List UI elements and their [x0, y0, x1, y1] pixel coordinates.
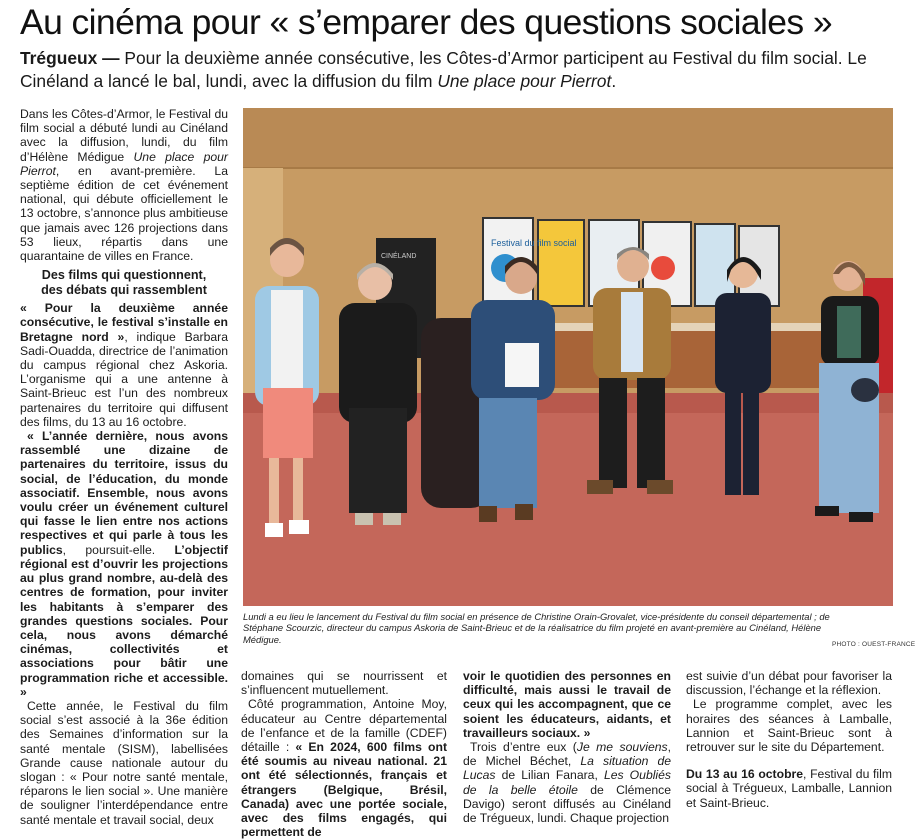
subhead-line: Des films qui questionnent,	[41, 268, 207, 283]
quote: voir le quotidien des personnes en difficulté, mais aussi le travail de ceux qui les accompagnent, que ce soient les éducateurs, aidants, et travailleurs sociaux. »	[463, 669, 671, 740]
quote: L’objectif régional est d’ouvrir les projections au plus grand nombre, au-delà des centres de formation, pour inviter les habitants à s’emparer des grandes questions sociales. Pour cela, nous avons démarché cinémas, collectivités et associations pour bâtir une programmation riche et accessible. »	[20, 542, 228, 699]
event-dates: Du 13 au 16 octobre	[686, 767, 804, 782]
quote: « En 2024, 600 films ont été soumis au niveau national. 21 ont été sélectionnés, français et étrangers (Belgique, Brésil, Canada) avec une portée sociale, avec des films engagés, qui permettent de	[241, 740, 448, 839]
paragraph	[463, 669, 671, 740]
photo-credit: PHOTO : OUEST-FRANCE	[832, 641, 915, 648]
article-column-2	[241, 669, 447, 839]
article-column-4	[686, 669, 892, 810]
section-subhead	[20, 268, 228, 297]
screen-title: Festival du film social	[491, 238, 577, 248]
paragraph	[463, 740, 671, 825]
lede-film-title: Une place pour Pierrot	[437, 71, 612, 91]
paragraph	[20, 699, 228, 827]
paragraph	[20, 107, 228, 263]
text: , indique Barbara Sadi-Ouadda, directrice de l’animation du campus régional chez Askoria. L’organisme qui a une antenne à Saint-Brieuc est l’un des nombreux partenaires du territoire qui diffusent des films, du 13 au 16 octobre.	[20, 329, 228, 429]
text: , poursuit-elle.	[62, 542, 175, 557]
quote: « L’année dernière, nous avons rassemblé une dizaine de partenaires du territoire, issus du social, de l’éducation, du monde associatif. Ensemble, nous avons voulu créer un événement culturel qui fasse le lien entre nos actions respectives et qui parle à tous les publics	[20, 429, 228, 557]
text: Côté programmation, Antoine Moy, éducateur au Centre départemental de l’enfance et de la famille (CDEF) détaille :	[241, 697, 447, 755]
text: Dans les Côtes-d’Armor, le Festival du film social a débuté lundi au Cinéland avec la diffusion, lundi, du film d’Hélène Médigue	[20, 107, 228, 164]
text: de Clémence Davigo) seront diffusés au Cinéland de Trégueux, lundi. Chaque projection	[463, 782, 671, 826]
paragraph	[241, 697, 447, 839]
dateline-place: Trégueux —	[20, 48, 120, 68]
paragraph	[241, 669, 447, 697]
text: Cette année, le Festival du film social s’est associé à la 36e édition des Semaines d’information sur la santé mentale (SISM), labellisées Grande cause nationale autour du slogan : « Pour notre santé mentale, réparons le lien social ». Une manière de souligner l’interdépendance entre santé mentale et travail social, deux	[20, 698, 228, 827]
event-photo	[243, 108, 893, 606]
lede-text-2: .	[611, 71, 617, 91]
person-6	[815, 261, 879, 522]
film-title: La situation de Lucas	[463, 754, 672, 783]
article-column-3	[463, 669, 671, 825]
text: est suivie d’un débat pour favoriser la discussion, l’échange et la réflexion.	[686, 669, 892, 698]
text: de Lilian Fanara,	[495, 768, 604, 783]
subhead-line: des débats qui rassemblent	[41, 282, 207, 297]
paragraph	[20, 301, 228, 429]
text: Trois d’entre eux (	[470, 740, 577, 755]
headline: Au cinéma pour « s’emparer des questions sociales »	[20, 2, 832, 42]
paragraph	[686, 669, 892, 697]
poster-text: CINÉLAND	[381, 253, 417, 260]
film-title: Les Oubliés de la belle étoile	[463, 768, 672, 797]
paragraph	[686, 767, 892, 810]
film-title: Je me souviens	[576, 740, 668, 755]
lede-text-1: Pour la deuxième année consécutive, les Côtes-d’Armor participent au Festival du film social. Le Cinéland a lancé le bal, lundi, avec la diffusion du film	[20, 48, 867, 91]
lede	[20, 47, 890, 93]
text: , Festival du film social à Trégueux, Lamballe, Lannion et Saint-Brieuc.	[686, 767, 892, 810]
text: , de Michel Béchet,	[463, 740, 671, 769]
paragraph	[20, 429, 228, 699]
photo-caption: Lundi a eu lieu le lancement du Festival du film social en présence de Christine Orain-Grovalet, vice-présidente du conseil départemental ; de Stéphane Scourzic, directeur du campus Askoria de Saint-Brieuc et de la réalisatrice du film projeté en avant-première au Cinéland, Hélène Médigue.	[243, 611, 830, 645]
paragraph	[686, 697, 892, 754]
article-column-1	[20, 107, 228, 827]
text: , en avant-première. La septième édition de cet événement national, qui débute officiellement le 13 octobre, s’annonce plus ambitieuse que jamais avec 126 projections dans 53 lieux, répartis dans une quarantaine de villes en France.	[20, 163, 228, 264]
film-title: Une place pour Pierrot	[20, 149, 228, 178]
text: Le programme complet, avec les horaires des séances à Lamballe, Lannion et Saint-Brieuc sont à retrouver sur le site du Département.	[686, 697, 892, 755]
text: domaines qui se nourrissent et s’influencent mutuellement.	[241, 669, 447, 698]
quote: « Pour la deuxième année consécutive, le festival s’installe en Bretagne nord »	[20, 301, 228, 344]
